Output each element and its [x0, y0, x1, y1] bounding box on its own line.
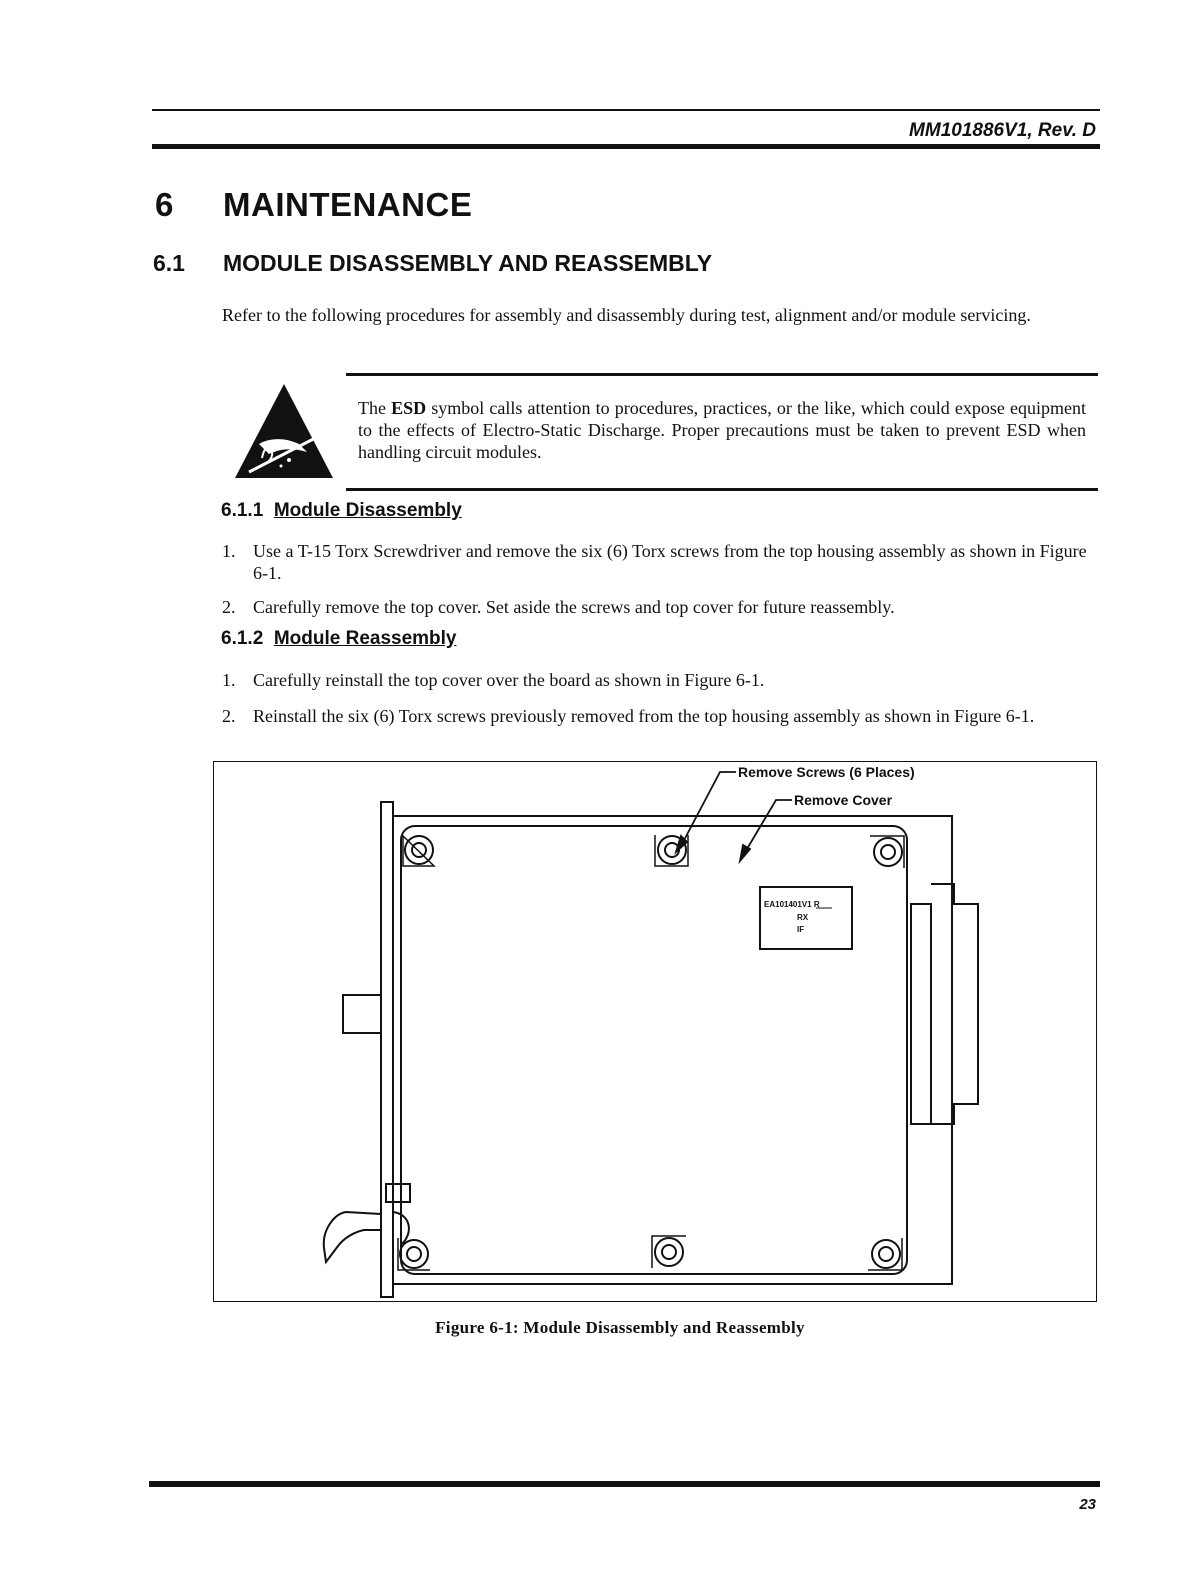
- list-item-text: Carefully reinstall the top cover over the board as shown in Figure 6-1.: [253, 670, 765, 690]
- screw-bottom-center: [652, 1236, 686, 1268]
- list-item-text: Use a T-15 Torx Screwdriver and remove the six (6) Torx screws from the top housing assembly as shown in Figure 6-1.: [253, 541, 1087, 583]
- list-item: [222, 596, 1092, 618]
- screw-bottom-right: [868, 1238, 902, 1270]
- callout-remove-screws: Remove Screws (6 Places): [738, 764, 915, 780]
- subsection-heading-reassembly: [221, 628, 457, 650]
- section-intro: Refer to the following procedures for assembly and disassembly during test, alignment and/or module servicing.: [222, 305, 1031, 325]
- subsection-heading-disassembly: [221, 500, 462, 522]
- header-rule-top: [152, 109, 1100, 111]
- section-number: 6.1: [153, 250, 185, 276]
- list-item-number: 2.: [222, 597, 236, 617]
- callout-remove-cover: Remove Cover: [794, 792, 893, 808]
- list-item: [222, 540, 1092, 584]
- screw-top-left: [403, 836, 434, 866]
- tag-line-2: RX: [797, 913, 809, 922]
- chapter-title: MAINTENANCE: [223, 186, 473, 223]
- list-item-number: 1.: [222, 670, 236, 690]
- tag-line-3: IF: [797, 925, 805, 934]
- document-reference: MM101886V1, Rev. D: [909, 120, 1096, 141]
- module-drawing: [214, 762, 1098, 1303]
- list-item-text: Carefully remove the top cover. Set aside the screws and top cover for future reassembly.: [253, 597, 895, 617]
- esd-keyword: ESD: [391, 398, 427, 418]
- header-rule-bottom: [152, 144, 1100, 149]
- screw-top-right: [870, 836, 904, 868]
- list-item: [222, 669, 1092, 691]
- subsection-title: Module Disassembly: [273, 500, 462, 521]
- esd-note-text: [358, 397, 1086, 463]
- list-item: [222, 705, 1052, 727]
- list-item-number: 2.: [222, 706, 236, 726]
- subsection-number: 6.1.2: [221, 628, 264, 649]
- esd-note-text-after: symbol calls attention to procedures, practices, or the like, which could expose equipment to the effects of Electro-Static Discharge. Proper precautions must be taken to prevent ESD when handling circuit modules.: [358, 398, 1086, 462]
- list-item-text: Reinstall the six (6) Torx screws previously removed from the top housing assembly as shown in Figure 6-1.: [253, 706, 1035, 726]
- figure-frame: [213, 761, 1097, 1302]
- subsection-number: 6.1.1: [221, 500, 264, 521]
- esd-note-text-before: The: [358, 398, 392, 418]
- subsection-title: Module Reassembly: [273, 628, 457, 649]
- esd-rule-bottom: [346, 488, 1098, 491]
- footer-rule: [149, 1481, 1100, 1487]
- callout-leader-screws: [682, 772, 736, 844]
- list-item-number: 1.: [222, 541, 236, 561]
- esd-warning-icon: [229, 382, 335, 482]
- figure-caption: Figure 6-1: Module Disassembly and Reassembly: [435, 1318, 805, 1337]
- chapter-number: 6: [155, 186, 174, 223]
- page-number: 23: [1079, 1496, 1096, 1513]
- tag-line-1: EA101401V1 R: [764, 900, 820, 909]
- section-title: MODULE DISASSEMBLY AND REASSEMBLY: [223, 250, 713, 276]
- esd-rule-top: [346, 373, 1098, 376]
